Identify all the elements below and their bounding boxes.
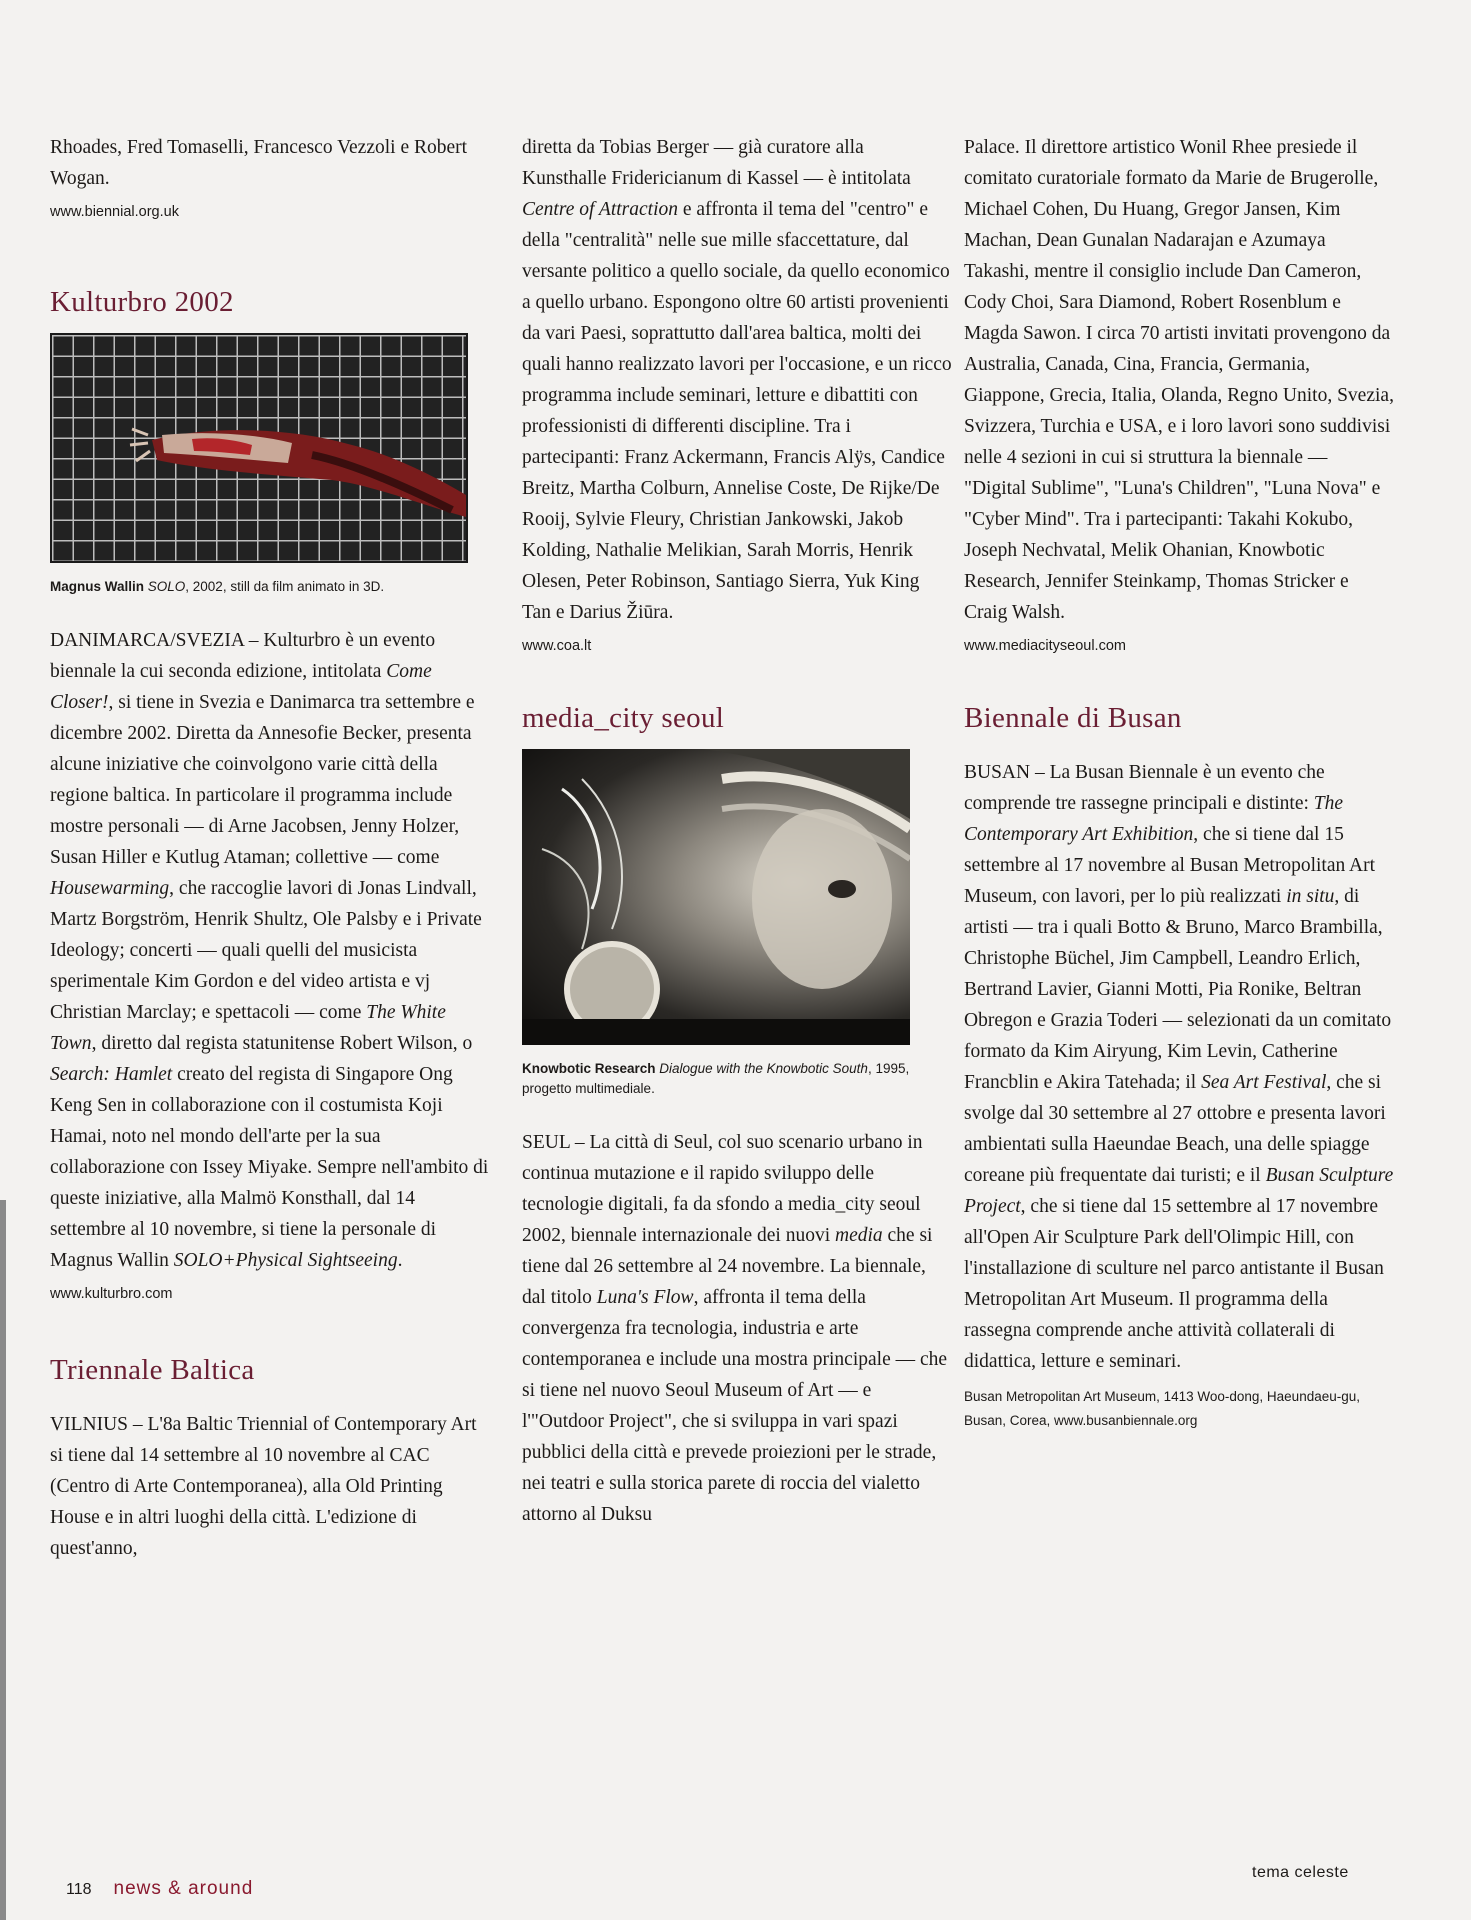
- seoul-image: [522, 749, 910, 1045]
- busan-heading: Biennale di Busan: [964, 702, 1182, 734]
- helmet-face-icon: [522, 749, 910, 1045]
- intro-text: Rhoades, Fred Tomaselli, Francesco Vezzoli e Robert Wogan.: [50, 137, 468, 189]
- kulturbro-image: [50, 333, 468, 563]
- column-2: [522, 132, 952, 1530]
- triennale-url[interactable]: www.coa.lt: [522, 638, 592, 654]
- section-name: news & around: [113, 1878, 254, 1899]
- seoul-body: SEUL – La città di Seul, col suo scenario urbano in continua mutazione e il rapido sviluppo delle tecnologie digitali, fa da sfondo a media_city seoul 2002, biennale internazionale dei nuovi media che si tiene dal 26 settembre al 24 novembre. La biennale, dal titolo Luna's Flow, affronta il tema della convergenza fra tecnologia, industria e arte contemporanea e include una mostra principale — che si tiene nel nuovo Seoul Museum of Art — e l'"Outdoor Project", che si sviluppa in vari spazi pubblici della città e prevede proiezioni per le strade, nei teatri e sulla storica parete di roccia del vialetto attorno al Duksu: [522, 1132, 948, 1525]
- animated-figure-icon: [52, 335, 466, 561]
- kulturbro-url[interactable]: www.kulturbro.com: [50, 1286, 173, 1302]
- footer-left: [66, 1878, 253, 1900]
- triennale-body: VILNIUS – L'8a Baltic Triennial of Contemporary Art si tiene dal 14 settembre al 10 novembre al CAC (Centro di Arte Contemporanea), alla Old Printing House e in altri luoghi della città. L'edizione di quest'anno,: [50, 1414, 477, 1559]
- page-number: 118: [66, 1881, 92, 1898]
- seoul-heading: media_city seoul: [522, 702, 725, 734]
- page-binding-edge: [0, 1200, 6, 1920]
- triennale-heading: Triennale Baltica: [50, 1354, 255, 1386]
- magazine-name: tema celeste: [1252, 1864, 1349, 1881]
- seoul-continued-body: Palace. Il direttore artistico Wonil Rhee presiede il comitato curatoriale formato da Marie de Brugerolle, Michael Cohen, Du Huang, Gregor Jansen, Kim Machan, Dean Gunalan Nadarajan e Azumaya Takashi, mentre il consiglio include Dan Cameron, Cody Choi, Sara Diamond, Robert Rosenblum e Magda Sawon. I circa 70 artisti invitati provengono da Australia, Canada, Cina, Francia, Germania, Giappone, Grecia, Italia, Olanda, Regno Unito, Svezia, Svizzera, Turchia e USA, e i loro lavori sono suddivisi nelle 4 sezioni in cui si struttura la biennale — "Digital Sublime", "Luna's Children", "Luna Nova" e "Cyber Mind". Tra i partecipanti: Takahi Kokubo, Joseph Nechvatal, Melik Ohanian, Knowbotic Research, Jennifer Steinkamp, Thomas Stricker e Craig Walsh.: [964, 137, 1394, 623]
- triennale-continued-body: diretta da Tobias Berger — già curatore alla Kunsthalle Fridericianum di Kassel — è intitolata Centre of Attraction e affronta il tema del "centro" e della "centralità" nelle sue mille sfaccettature, dal versante politico a quello sociale, da quello economico a quello urbano. Espongono oltre 60 artisti provenienti da vari Paesi, soprattutto dall'area baltica, molti dei quali hanno realizzato lavori per l'occasione, e un ricco programma include seminari, letture e dibattiti con professionisti di differenti discipline. Tra i partecipanti: Franz Ackermann, Francis Alÿs, Candice Breitz, Martha Colburn, Annelise Coste, De Rijke/De Rooij, Sylvie Fleury, Christian Jankowski, Jakob Kolding, Nathalie Melikian, Sarah Morris, Henrik Olesen, Peter Robinson, Santiago Sierra, Yuk King Tan e Darius Žiūra.: [522, 137, 952, 623]
- seoul-url[interactable]: www.mediacityseoul.com: [964, 638, 1126, 654]
- seoul-caption: Knowbotic Research Dialogue with the Knowbotic South, 1995, progetto multimediale.: [522, 1061, 910, 1096]
- kulturbro-caption: Magnus Wallin SOLO, 2002, still da film animato in 3D.: [50, 579, 385, 594]
- kulturbro-body: DANIMARCA/SVEZIA – Kulturbro è un evento biennale la cui seconda edizione, intitolata Come Closer!, si tiene in Svezia e Danimarca tra settembre e dicembre 2002. Diretta da Annesofie Becker, presenta alcune iniziative che coinvolgono varie città della regione baltica. In particolare il programma include mostre personali — di Arne Jacobsen, Jenny Holzer, Susan Hiller e Kutlug Ataman; collettive — come Housewarming, che raccoglie lavori di Jonas Lindvall, Martz Borgström, Henrik Shultz, Ole Palsby e i Private Ideology; concerti — quali quelli del musicista sperimentale Kim Gordon e del video artista e vj Christian Marclay; e spettacoli — come The White Town, diretto dal regista statunitense Robert Wilson, o Search: Hamlet creato del regista di Singapore Ong Keng Sen in collaborazione con il costumista Koji Hamai, noto nel mondo dell'arte per la sua collaborazione con Issey Miyake. Sempre nell'ambito di queste iniziative, alla Malmö Konsthall, dal 14 settembre al 10 novembre, si tiene la personale di Magnus Wallin SOLO+Physical Sightseeing.: [50, 630, 489, 1271]
- busan-address: Busan Metropolitan Art Museum, 1413 Woo-dong, Haeundaeu-gu, Busan, Corea, www.busanbiennale.org: [964, 1389, 1360, 1428]
- busan-body: BUSAN – La Busan Biennale è un evento che comprende tre rassegne principali e distinte: The Contemporary Art Exhibition, che si tiene dal 15 settembre al 17 novembre al Busan Metropolitan Art Museum, con lavori, per lo più realizzati in situ, di artisti — tra i quali Botto & Bruno, Marco Brambilla, Christophe Büchel, Jim Campbell, Leandro Erlich, Bertrand Lavier, Gianni Motti, Pia Ronike, Beltran Obregon e Grazia Toderi — selezionati da un comitato formato da Kim Airyung, Kim Levin, Catherine Francblin e Akira Tatehada; il Sea Art Festival, che si svolge dal 30 settembre al 27 ottobre e presenta lavori ambientati sulla Haeundae Beach, una delle spiagge coreane più frequentate dai turisti; e il Busan Sculpture Project, che si tiene dal 15 settembre al 17 novembre all'Open Air Sculpture Park dell'Olimpic Hill, con l'installazione di sculture nel parco antistante il Busan Metropolitan Art Museum. Il programma della rassegna comprende anche attività collaterali di didattica, letture e seminari.: [964, 762, 1394, 1372]
- intro-url[interactable]: www.biennial.org.uk: [50, 204, 179, 220]
- kulturbro-heading: Kulturbro 2002: [50, 286, 234, 318]
- column-1: [50, 132, 490, 1564]
- column-3: [964, 132, 1394, 1433]
